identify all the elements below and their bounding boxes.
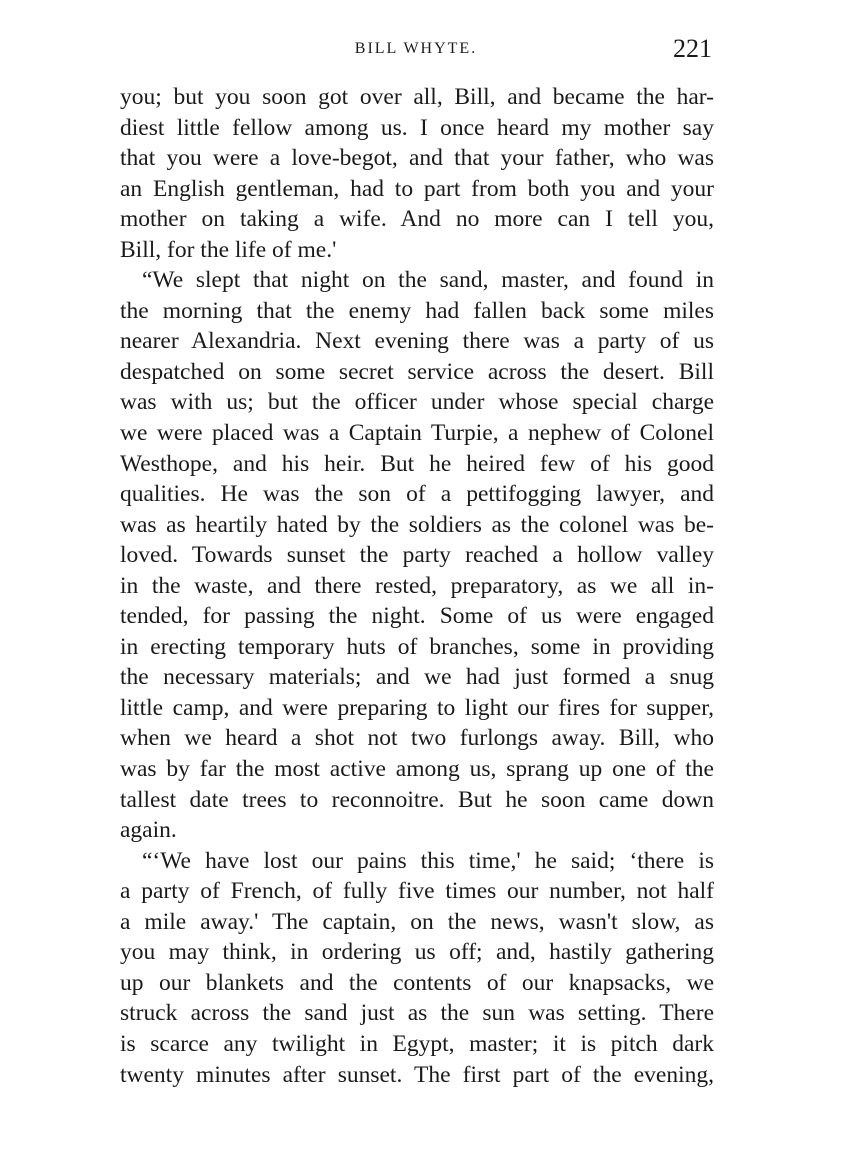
text-line: was with us; but the officer under whose special charge [120, 389, 714, 416]
text-line: again. [120, 817, 177, 844]
text-line: “‘We have lost our pains this time,' he said; ‘there is [142, 847, 714, 874]
text-line: an English gentleman, had to part from both you and your [120, 175, 714, 202]
text-line: was by far the most active among us, sprang up one of the [120, 756, 714, 783]
text-line: twenty minutes after sunset. The first part of the evening, [120, 1061, 714, 1088]
page-header [120, 34, 712, 68]
text-line: in erecting temporary huts of branches, some in providing [120, 633, 714, 660]
text-line: mother on taking a wife. And no more can I tell you, [120, 206, 714, 233]
text-line: up our blankets and the contents of our knapsacks, we [120, 969, 714, 996]
text-line: you may think, in ordering us off; and, hastily gathering [120, 939, 714, 966]
text-line: Bill, for the life of me.' [120, 236, 337, 263]
text-line: the morning that the enemy had fallen back some miles [120, 297, 714, 324]
text-line: you; but you soon got over all, Bill, and became the har- [120, 84, 714, 110]
text-line: we were placed was a Captain Turpie, a nephew of Colonel [120, 420, 714, 447]
text-line: nearer Alexandria. Next evening there was a party of us [120, 328, 714, 355]
text-line: a party of French, of fully five times our number, not half [120, 878, 714, 905]
text-line: tallest date trees to reconnoitre. But he soon came down [120, 786, 714, 813]
text-line: was as heartily hated by the soldiers as the colonel was be- [120, 511, 714, 538]
running-head: BILL WHYTE. [354, 40, 478, 57]
text-line: “We slept that night on the sand, master, and found in [142, 267, 714, 294]
text-line: in the waste, and there rested, preparatory, as we all in- [120, 572, 714, 599]
body-text [120, 82, 714, 1090]
text-line: struck across the sand just as the sun was setting. There [120, 1000, 714, 1027]
text-line: a mile away.' The captain, on the news, wasn't slow, as [120, 908, 714, 935]
text-line: Westhope, and his heir. But he heired few of his good [120, 450, 714, 477]
text-line: despatched on some secret service across the desert. Bill [120, 358, 714, 385]
page-number: 221 [673, 34, 712, 63]
text-line: diest little fellow among us. I once heard my mother say [120, 114, 714, 141]
text-line: qualities. He was the son of a pettifogging lawyer, and [120, 481, 714, 508]
text-line: little camp, and were preparing to light our fires for supper, [120, 694, 714, 721]
text-line: the necessary materials; and we had just formed a snug [120, 664, 714, 691]
text-line: is scarce any twilight in Egypt, master; it is pitch dark [120, 1030, 714, 1057]
text-line: tended, for passing the night. Some of us were engaged [120, 603, 714, 630]
text-line: that you were a love-begot, and that your father, who was [120, 145, 714, 172]
text-line: loved. Towards sunset the party reached a hollow valley [120, 542, 714, 569]
text-line: when we heard a shot not two furlongs away. Bill, who [120, 725, 714, 752]
